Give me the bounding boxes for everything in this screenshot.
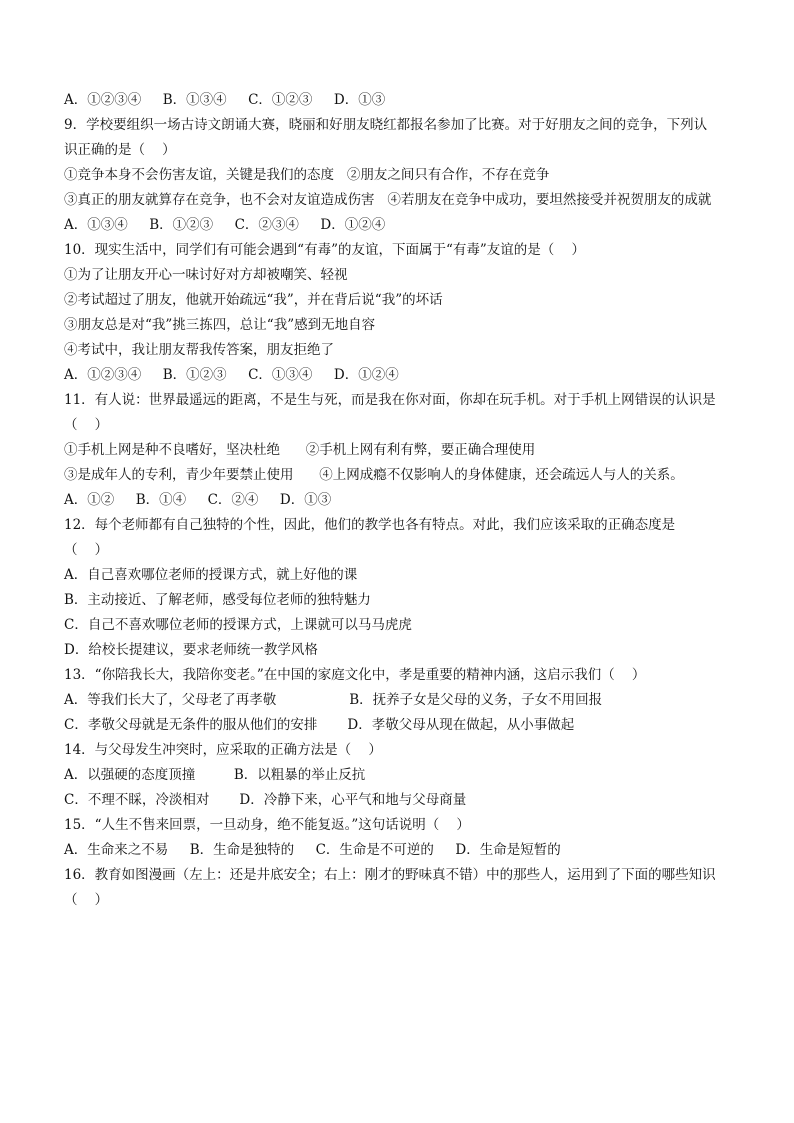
q13-stem: 13．“你陪我长大，我陪你变老。”在中国的家庭文化中，孝是重要的精神内涵，这启示我们（ ） [64, 667, 646, 683]
q12-option-d: D．给校长提建议，要求老师统一教学风格 [64, 642, 318, 658]
q11-stem: 11．有人说：世界最遥远的距离，不是生与死，而是我在你对面，你却在玩手机。对于手机上网错误的认识是 [64, 392, 716, 408]
q12-option-a: A．自己喜欢哪位老师的授课方式，就上好他的课 [64, 567, 358, 583]
q13-options-ab: A．等我们长大了，父母老了再孝敬 B．抚养子女是父母的义务，子女不用回报 [64, 692, 603, 708]
q14-options-ab: A．以强硬的态度顶撞 B．以粗暴的举止反抗 [64, 767, 366, 783]
q16-stem: 16．教育如图漫画（左上：还是井底安全；右上：刚才的野味真不错）中的那些人，运用到了下面的哪些知识 [64, 867, 716, 883]
q11-stem-cont: （ ） [64, 417, 109, 433]
q11-statements-1: ①手机上网是种不良嗜好，坚决杜绝 ②手机上网有利有弊，要正确合理使用 [64, 442, 536, 458]
q16-stem-cont: （ ） [64, 892, 109, 908]
q11-statements-2: ③是成年人的专利，青少年要禁止使用 ④上网成瘾不仅影响人的身体健康，还会疏远人与人的关系。 [64, 467, 684, 483]
q10-statement-3: ③朋友总是对“我”挑三拣四，总让“我”感到无地自容 [64, 317, 376, 333]
q9-statements-1: ①竞争本身不会伤害友谊，关键是我们的态度 ②朋友之间只有合作，不存在竞争 [64, 167, 550, 183]
q12-option-b: B．主动接近、了解老师，感受每位老师的独特魅力 [64, 592, 371, 608]
q8-options: A．①②③④ B．①③④ C．①②③ D．①③ [64, 92, 386, 108]
q10-statement-2: ②考试超过了朋友，他就开始疏远“我”，并在背后说“我”的坏话 [64, 292, 443, 308]
q9-stem-cont: 识正确的是（ ） [64, 142, 176, 158]
q14-options-cd: C．不理不睬，冷淡相对 D．冷静下来，心平气和地与父母商量 [64, 792, 467, 808]
q11-options: A．①② B．①④ C．②④ D．①③ [64, 492, 332, 508]
q12-stem: 12．每个老师都有自己独特的个性，因此，他们的教学也各有特点。对此，我们应该采取的正确态度是 [64, 517, 676, 533]
q15-options: A．生命来之不易 B．生命是独特的 C．生命是不可逆的 D．生命是短暂的 [64, 842, 561, 858]
q10-statement-4: ④考试中，我让朋友帮我传答案，朋友拒绝了 [64, 342, 334, 358]
q15-stem: 15．“人生不售来回票，一旦动身，绝不能复返。”这句话说明（ ） [64, 817, 470, 833]
q14-stem: 14．与父母发生冲突时，应采取的正确方法是（ ） [64, 742, 382, 758]
q9-stem: 9．学校要组织一场古诗文朗诵大赛，晓丽和好朋友晓红都报名参加了比赛。对于好朋友之间的竞争，下列认 [64, 117, 708, 133]
q13-options-cd: C．孝敬父母就是无条件的服从他们的安排 D．孝敬父母从现在做起，从小事做起 [64, 717, 575, 733]
q9-options: A．①③④ B．①②③ C．②③④ D．①②④ [64, 217, 386, 233]
q10-stem: 10．现实生活中，同学们有可能会遇到“有毒”的友谊，下面属于“有毒”友谊的是（ ） [64, 242, 585, 258]
q12-option-c: C．自己不喜欢哪位老师的授课方式，上课就可以马马虎虎 [64, 617, 412, 633]
q9-statements-2: ③真正的朋友就算存在竞争，也不会对友谊造成伤害 ④若朋友在竞争中成功，要坦然接受并祝贺朋友的成就 [64, 192, 712, 208]
q12-stem-cont: （ ） [64, 542, 109, 558]
q10-options: A．①②③④ B．①②③ C．①③④ D．①②④ [64, 367, 399, 383]
q10-statement-1: ①为了让朋友开心一味讨好对方却被嘲笑、轻视 [64, 267, 348, 283]
